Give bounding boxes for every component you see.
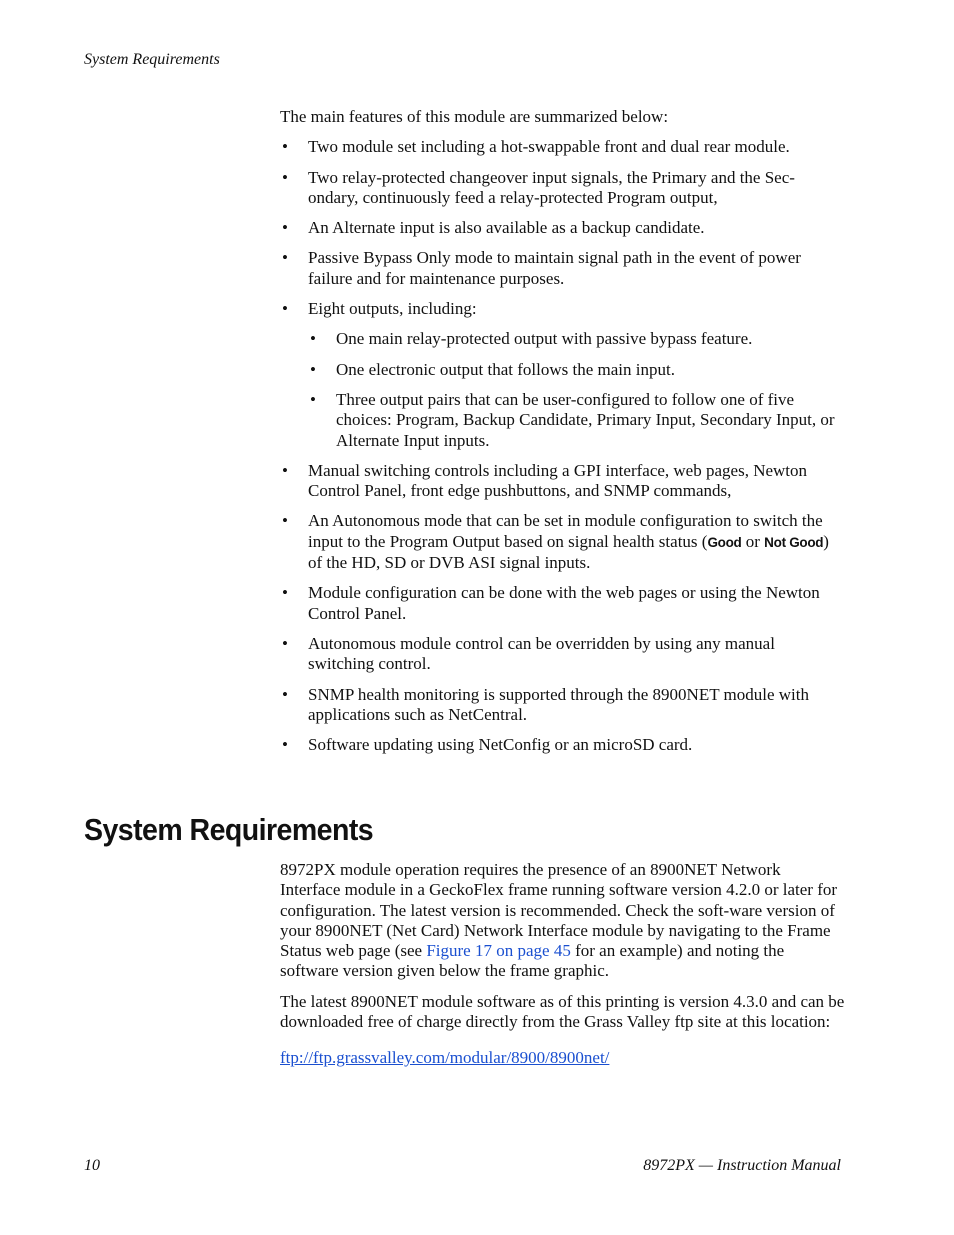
sub-list-item: • One main relay-protected output with passive bypass feature. <box>308 329 845 349</box>
figure-17-link[interactable]: Figure 17 on page 45 <box>426 941 571 961</box>
list-item: • Module configuration can be done with the web pages or using the Newton Control Panel. <box>280 583 845 624</box>
list-item: • Software updating using NetConfig or an microSD card. <box>280 735 845 755</box>
ftp-link-paragraph <box>280 1048 845 1068</box>
autonomous-text-pre: An Autonomous mode that can be set in module configuration to switch the input to the Program Output based on signal health status ( <box>308 511 823 551</box>
list-item: • Two module set including a hot-swappable front and dual rear module. <box>280 137 845 157</box>
requirements-block <box>280 860 845 1079</box>
ftp-link[interactable]: ftp://ftp.grassvalley.com/modular/8900/8900net/ <box>280 1048 610 1068</box>
autonomous-text-post: ) of the HD, SD or DVB ASI signal inputs. <box>308 531 829 573</box>
section-title: System Requirements <box>84 812 374 847</box>
para1-text-post: for an example) and noting the software version given below the frame graphic. <box>280 941 785 981</box>
para1-text-pre: 8972PX module operation requires the presence of an 8900NET Network Interface module in a GeckoFlex frame running software version 4.2.0 or later for configuration. The latest version is recommended. Check the soft-ware version of your 8900NET (Net Card) Network Interface module by navigating to the Frame Status web page (see <box>280 860 838 961</box>
list-item-outputs <box>280 299 845 451</box>
list-item: • Two relay-protected changeover input signals, the Primary and the Sec-ondary, continuously feed a relay-protected Program output, <box>280 168 845 209</box>
features-block <box>280 107 845 755</box>
list-item: • Autonomous module control can be overridden by using any manual switching control. <box>280 634 845 675</box>
features-intro: The main features of this module are summarized below: <box>280 107 669 126</box>
list-item: • An Alternate input is also available as a backup candidate. <box>280 218 845 238</box>
list-item: • SNMP health monitoring is supported through the 8900NET module with applications such as NetCentral. <box>280 685 845 726</box>
manual-title: 8972PX — Instruction Manual <box>643 1157 841 1174</box>
not-good-keyword: Not Good <box>764 534 824 550</box>
good-keyword: Good <box>707 534 742 550</box>
page-number: 10 <box>84 1157 100 1174</box>
sub-list-item: • One electronic output that follows the main input. <box>308 360 845 380</box>
running-header: System Requirements <box>84 51 220 68</box>
features-list <box>280 137 845 755</box>
autonomous-or: or <box>741 531 765 551</box>
list-item-autonomous <box>280 511 845 573</box>
outputs-sublist <box>308 329 845 450</box>
outputs-label: Eight outputs, including: <box>308 299 477 319</box>
list-item: • Manual switching controls including a GPI interface, web pages, Newton Control Panel, front edge pushbuttons, and SNMP commands, <box>280 461 845 502</box>
requirements-paragraph-2: The latest 8900NET module software as of this printing is version 4.3.0 and can be downloaded free of charge directly from the Grass Valley ftp site at this location: <box>280 991 845 1032</box>
requirements-paragraph-1 <box>280 860 845 982</box>
sub-list-item: • Three output pairs that can be user-configured to follow one of five choices: Program, Backup Candidate, Primary Input, Secondary Input, or Alternate Input inputs. <box>308 390 845 451</box>
list-item: • Passive Bypass Only mode to maintain signal path in the event of power failure and for maintenance purposes. <box>280 248 845 289</box>
